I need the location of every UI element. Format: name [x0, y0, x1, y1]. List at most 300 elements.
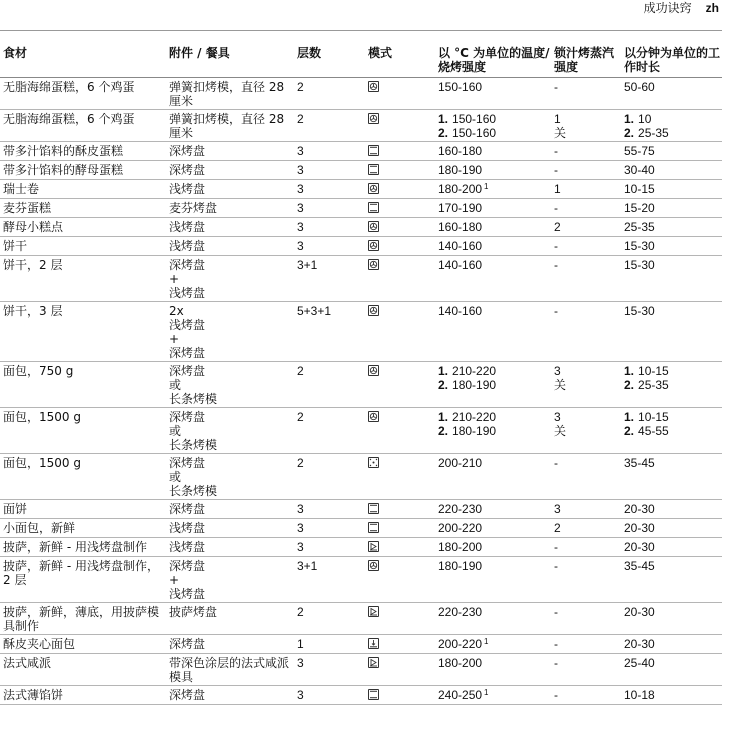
steam-value: -: [554, 559, 558, 573]
level-value: 3+1: [297, 559, 318, 573]
cell-mode: [364, 180, 434, 199]
temperature-value: 150-160: [438, 80, 483, 94]
food-name: 瑞士卷: [3, 182, 40, 196]
fan-icon: [368, 259, 379, 270]
top-bottom-icon: [368, 522, 379, 533]
cell-steam: [550, 237, 620, 256]
cell-accessory: [165, 408, 293, 454]
cell-food: [0, 302, 165, 362]
cell-steam: [550, 256, 620, 302]
temperature-value: 240-250: [438, 688, 483, 702]
fan-icon: [368, 305, 379, 316]
cell-level: [293, 654, 364, 686]
table-row: [0, 110, 722, 142]
cell-food: [0, 500, 165, 519]
temperature-value: 180-200: [438, 182, 483, 196]
food-name: 披萨，新鲜 - 用浅烤盘制作，2 层: [3, 559, 159, 587]
food-name: 法式咸派: [3, 656, 52, 670]
time-value: 10-15: [638, 364, 669, 378]
food-name: 酥皮夹心面包: [3, 637, 76, 651]
cell-steam: [550, 408, 620, 454]
steam-value: -: [554, 456, 558, 470]
footnote-mark: 1: [484, 182, 489, 191]
cell-mode: [364, 256, 434, 302]
col-accessory: 附件 / 餐具: [165, 44, 293, 78]
table-row: [0, 603, 722, 635]
level-value: 2: [297, 605, 304, 619]
time-value: 45-55: [638, 424, 669, 438]
time-value: 15-30: [624, 258, 655, 272]
cell-food: [0, 603, 165, 635]
time-value: 10-15: [638, 410, 669, 424]
cell-time: [620, 110, 722, 142]
level-value: 2: [297, 456, 304, 470]
cell-accessory: [165, 686, 293, 705]
cell-level: [293, 199, 364, 218]
accessory-line: 弹簧扣烤模，直径 28 厘米: [169, 80, 285, 108]
cell-level: [293, 603, 364, 635]
food-name: 无脂海绵蛋糕，6 个鸡蛋: [3, 112, 135, 126]
cell-accessory: [165, 635, 293, 654]
steam-value: -: [554, 304, 558, 318]
temperature-value: 180-190: [438, 559, 483, 573]
accessory-line: 长条烤模: [169, 484, 218, 498]
step-number: 1.: [438, 112, 449, 126]
temperature-value: 210-220: [452, 364, 497, 378]
cell-level: [293, 408, 364, 454]
accessory-line: 或: [169, 424, 182, 438]
cell-temperature: [434, 654, 550, 686]
cell-accessory: [165, 362, 293, 408]
cell-temperature: [434, 603, 550, 635]
cell-food: [0, 142, 165, 161]
time-value: 25-40: [624, 656, 655, 670]
level-value: 3: [297, 163, 304, 177]
level-value: 3: [297, 656, 304, 670]
eco-icon: [368, 457, 379, 468]
cell-time: [620, 199, 722, 218]
cell-accessory: [165, 218, 293, 237]
steam-value: -: [554, 688, 558, 702]
level-value: 3: [297, 239, 304, 253]
cell-time: [620, 408, 722, 454]
accessory-line: 浅烤盘: [169, 239, 206, 253]
step-number: 2.: [438, 378, 449, 392]
level-value: 3: [297, 688, 304, 702]
cell-temperature: [434, 454, 550, 500]
cell-mode: [364, 538, 434, 557]
table-row: [0, 302, 722, 362]
cell-steam: [550, 302, 620, 362]
cell-time: [620, 180, 722, 199]
step-number: 2.: [624, 126, 635, 140]
pizza-icon: [368, 541, 379, 552]
cell-food: [0, 519, 165, 538]
table-row: [0, 654, 722, 686]
table-row: [0, 161, 722, 180]
cell-food: [0, 78, 165, 110]
cell-mode: [364, 237, 434, 256]
table-row: [0, 557, 722, 603]
accessory-line: 弹簧扣烤模，直径 28 厘米: [169, 112, 285, 140]
cell-mode: [364, 635, 434, 654]
step-number: 1.: [438, 364, 449, 378]
cell-food: [0, 654, 165, 686]
fan-icon: [368, 183, 379, 194]
food-name: 饼干: [3, 239, 28, 253]
cell-time: [620, 635, 722, 654]
cell-mode: [364, 519, 434, 538]
table-row: [0, 519, 722, 538]
time-value: 15-30: [624, 239, 655, 253]
cell-accessory: [165, 454, 293, 500]
cell-time: [620, 362, 722, 408]
time-value: 20-30: [624, 521, 655, 535]
temperature-value: 140-160: [438, 304, 483, 318]
table-row: [0, 362, 722, 408]
cell-mode: [364, 454, 434, 500]
accessory-line: 浅烤盘: [169, 286, 206, 300]
table-row: [0, 218, 722, 237]
fan-icon: [368, 240, 379, 251]
food-name: 面包，1500 g: [3, 410, 81, 424]
step-number: 1.: [624, 410, 635, 424]
accessory-line: 带深色涂层的法式咸派模具: [169, 656, 290, 684]
temperature-value: 180-200: [438, 540, 483, 554]
cell-temperature: [434, 237, 550, 256]
table-row: [0, 454, 722, 500]
cell-temperature: [434, 142, 550, 161]
accessory-line: 浅烤盘: [169, 182, 206, 196]
accessory-line: 浅烤盘: [169, 220, 206, 234]
time-value: 55-75: [624, 144, 655, 158]
accessory-line: 或: [169, 378, 182, 392]
cell-accessory: [165, 302, 293, 362]
steam-value: -: [554, 258, 558, 272]
cell-time: [620, 142, 722, 161]
time-value: 35-45: [624, 559, 655, 573]
cell-steam: [550, 454, 620, 500]
cell-time: [620, 686, 722, 705]
cell-accessory: [165, 110, 293, 142]
table-row: [0, 199, 722, 218]
cell-accessory: [165, 142, 293, 161]
accessory-line: 长条烤模: [169, 438, 218, 452]
steam-value: -: [554, 144, 558, 158]
food-name: 面包，750 g: [3, 364, 74, 378]
steam-value: 关: [554, 378, 567, 392]
cell-mode: [364, 603, 434, 635]
cell-steam: [550, 538, 620, 557]
cell-time: [620, 256, 722, 302]
level-value: 1: [297, 637, 304, 651]
food-name: 酵母小糕点: [3, 220, 64, 234]
steam-value: -: [554, 80, 558, 94]
steam-value: 2: [554, 521, 561, 535]
cell-steam: [550, 362, 620, 408]
cell-steam: [550, 557, 620, 603]
table-row: [0, 538, 722, 557]
food-name: 饼干，3 层: [3, 304, 63, 318]
table-row: [0, 237, 722, 256]
step-number: 2.: [624, 424, 635, 438]
accessory-line: +: [169, 332, 180, 346]
cell-temperature: [434, 78, 550, 110]
temperature-value: 220-230: [438, 605, 483, 619]
temperature-value: 170-190: [438, 201, 483, 215]
temperature-value: 150-160: [452, 126, 497, 140]
fan-icon: [368, 113, 379, 124]
accessory-line: 深烤盘: [169, 456, 206, 470]
cell-time: [620, 654, 722, 686]
cell-temperature: [434, 199, 550, 218]
cell-food: [0, 557, 165, 603]
cell-accessory: [165, 557, 293, 603]
cell-steam: [550, 110, 620, 142]
step-number: 1.: [624, 364, 635, 378]
accessory-line: 浅烤盘: [169, 540, 206, 554]
section-title: 成功诀窍: [643, 1, 692, 15]
cell-temperature: [434, 500, 550, 519]
time-value: 30-40: [624, 163, 655, 177]
cell-temperature: [434, 180, 550, 199]
cell-time: [620, 218, 722, 237]
steam-value: -: [554, 605, 558, 619]
cell-temperature: [434, 161, 550, 180]
temperature-value: 160-180: [438, 220, 483, 234]
level-value: 3: [297, 144, 304, 158]
table-row: [0, 256, 722, 302]
accessory-line: 深烤盘: [169, 346, 206, 360]
time-value: 25-35: [638, 378, 669, 392]
cell-mode: [364, 500, 434, 519]
level-value: 3: [297, 540, 304, 554]
temperature-value: 150-160: [452, 112, 497, 126]
step-number: 2.: [438, 126, 449, 140]
cell-mode: [364, 218, 434, 237]
cell-time: [620, 557, 722, 603]
cell-temperature: [434, 635, 550, 654]
cell-steam: [550, 635, 620, 654]
cell-time: [620, 500, 722, 519]
cell-temperature: [434, 519, 550, 538]
cell-temperature: [434, 302, 550, 362]
cell-level: [293, 519, 364, 538]
food-name: 披萨，新鲜，薄底，用披萨模具制作: [3, 605, 160, 633]
temperature-value: 210-220: [452, 410, 497, 424]
time-value: 10-15: [624, 182, 655, 196]
top-bottom-icon: [368, 503, 379, 514]
cell-accessory: [165, 237, 293, 256]
top-bottom-icon: [368, 202, 379, 213]
cell-time: [620, 237, 722, 256]
temperature-value: 140-160: [438, 239, 483, 253]
cell-mode: [364, 161, 434, 180]
cell-food: [0, 408, 165, 454]
time-value: 10-18: [624, 688, 655, 702]
cell-accessory: [165, 161, 293, 180]
cell-temperature: [434, 110, 550, 142]
temperature-value: 160-180: [438, 144, 483, 158]
level-value: 3: [297, 502, 304, 516]
cell-mode: [364, 654, 434, 686]
cell-mode: [364, 686, 434, 705]
time-value: 25-35: [638, 126, 669, 140]
accessory-line: +: [169, 272, 180, 286]
accessory-line: 浅烤盘: [169, 521, 206, 535]
step-number: 2.: [624, 378, 635, 392]
table-row: [0, 142, 722, 161]
cell-food: [0, 256, 165, 302]
cell-temperature: [434, 538, 550, 557]
cell-steam: [550, 180, 620, 199]
cell-food: [0, 362, 165, 408]
food-name: 无脂海绵蛋糕，6 个鸡蛋: [3, 80, 135, 94]
time-value: 10: [638, 112, 652, 126]
temperature-value: 180-190: [438, 163, 483, 177]
top-bottom-icon: [368, 164, 379, 175]
accessory-line: 深烤盘: [169, 364, 206, 378]
cell-steam: [550, 603, 620, 635]
accessory-line: 深烤盘: [169, 410, 206, 424]
cell-steam: [550, 218, 620, 237]
fan-icon: [368, 560, 379, 571]
table-row: [0, 408, 722, 454]
level-value: 3: [297, 220, 304, 234]
temperature-value: 140-160: [438, 258, 483, 272]
fan-icon: [368, 365, 379, 376]
food-name: 饼干，2 层: [3, 258, 63, 272]
food-name: 带多汁馅料的酥皮蛋糕: [3, 144, 124, 158]
cell-level: [293, 256, 364, 302]
steam-value: 3: [554, 502, 561, 516]
language-code: zh: [705, 1, 719, 15]
cell-level: [293, 454, 364, 500]
bottom-icon: [368, 638, 379, 649]
accessory-line: 深烤盘: [169, 688, 206, 702]
steam-value: -: [554, 540, 558, 554]
cell-temperature: [434, 557, 550, 603]
accessory-line: 麦芬烤盘: [169, 201, 218, 215]
cell-food: [0, 686, 165, 705]
table-row: [0, 180, 722, 199]
accessory-line: 浅烤盘: [169, 587, 206, 601]
steam-value: -: [554, 239, 558, 253]
cell-steam: [550, 500, 620, 519]
cell-steam: [550, 142, 620, 161]
cell-temperature: [434, 256, 550, 302]
steam-value: 3: [554, 364, 561, 378]
steam-value: 3: [554, 410, 561, 424]
cell-level: [293, 218, 364, 237]
cell-accessory: [165, 538, 293, 557]
accessory-line: 2x: [169, 304, 184, 318]
cell-food: [0, 161, 165, 180]
footnote-mark: 1: [484, 688, 489, 697]
steam-value: -: [554, 163, 558, 177]
table-row: [0, 78, 722, 110]
accessory-line: 深烤盘: [169, 502, 206, 516]
temperature-value: 200-220: [438, 521, 483, 535]
cell-accessory: [165, 199, 293, 218]
pizza-icon: [368, 606, 379, 617]
cell-mode: [364, 142, 434, 161]
cell-time: [620, 161, 722, 180]
time-value: 50-60: [624, 80, 655, 94]
footnote-mark: 1: [484, 637, 489, 646]
col-level: 层数: [293, 44, 364, 78]
food-name: 法式薄馅饼: [3, 688, 64, 702]
cell-time: [620, 538, 722, 557]
cell-time: [620, 302, 722, 362]
level-value: 2: [297, 112, 304, 126]
accessory-line: 深烤盘: [169, 144, 206, 158]
accessory-line: 深烤盘: [169, 258, 206, 272]
cooking-table: [0, 44, 722, 705]
cell-food: [0, 218, 165, 237]
cell-time: [620, 519, 722, 538]
food-name: 麦芬蛋糕: [3, 201, 52, 215]
col-mode: 模式: [364, 44, 434, 78]
cell-accessory: [165, 603, 293, 635]
level-value: 3+1: [297, 258, 318, 272]
top-bottom-icon: [368, 689, 379, 700]
cell-mode: [364, 78, 434, 110]
level-value: 2: [297, 410, 304, 424]
time-value: 20-30: [624, 605, 655, 619]
level-value: 5+3+1: [297, 304, 332, 318]
col-time: 以分钟为单位的工作时长: [620, 44, 722, 78]
cell-temperature: [434, 362, 550, 408]
accessory-line: 长条烤模: [169, 392, 218, 406]
table-body: [0, 78, 722, 705]
cell-level: [293, 110, 364, 142]
level-value: 2: [297, 80, 304, 94]
cell-accessory: [165, 78, 293, 110]
steam-value: -: [554, 656, 558, 670]
temperature-value: 180-200: [438, 656, 483, 670]
table-row: [0, 686, 722, 705]
cell-level: [293, 78, 364, 110]
cell-food: [0, 538, 165, 557]
food-name: 面饼: [3, 502, 28, 516]
col-food: 食材: [0, 44, 165, 78]
time-value: 20-30: [624, 502, 655, 516]
cell-temperature: [434, 686, 550, 705]
steam-value: -: [554, 201, 558, 215]
steam-value: -: [554, 637, 558, 651]
cell-temperature: [434, 408, 550, 454]
cell-accessory: [165, 654, 293, 686]
col-temperature: 以 °C 为单位的温度/烧烤强度: [434, 44, 550, 78]
cell-level: [293, 302, 364, 362]
cell-food: [0, 110, 165, 142]
cell-level: [293, 180, 364, 199]
cell-level: [293, 142, 364, 161]
accessory-line: 或: [169, 470, 182, 484]
cell-mode: [364, 408, 434, 454]
time-value: 20-30: [624, 540, 655, 554]
table-row: [0, 635, 722, 654]
accessory-line: 披萨烤盘: [169, 605, 218, 619]
cell-mode: [364, 362, 434, 408]
cell-accessory: [165, 180, 293, 199]
accessory-line: +: [169, 573, 180, 587]
cell-level: [293, 557, 364, 603]
steam-value: 2: [554, 220, 561, 234]
cell-level: [293, 237, 364, 256]
cell-steam: [550, 78, 620, 110]
